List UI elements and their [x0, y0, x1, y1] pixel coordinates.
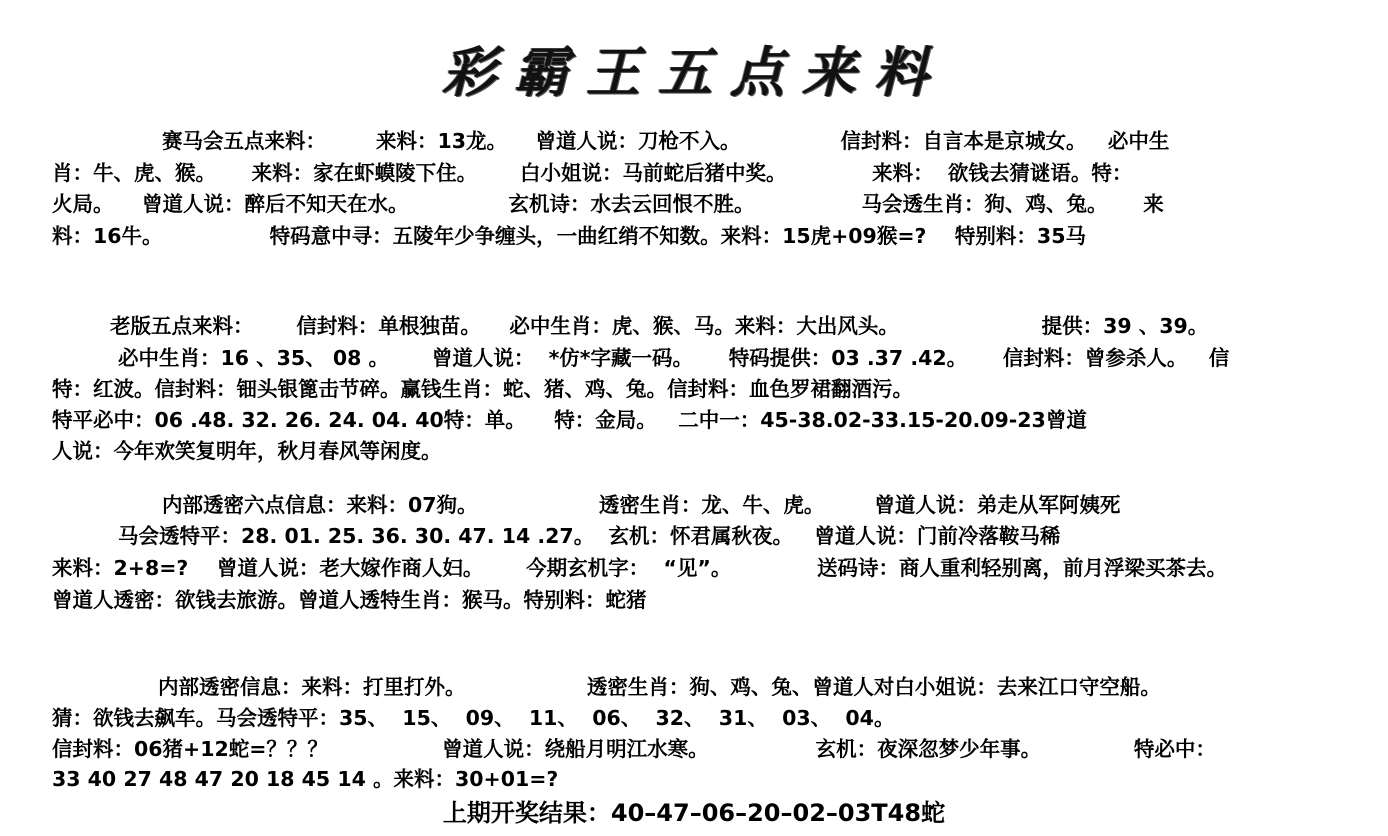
section1-line2: 肖：牛、虎、猴。 来料：家在虾蟆陵下住。 白小姐说：马前蛇后猪中奖。 来料： 欲钱去猜谜语。特：	[52, 161, 1133, 185]
section3-line1: 内部透密六点信息：来料：07狗。 透密生肖：龙、牛、虎。 曾道人说：弟走从军阿姨死	[162, 493, 1121, 517]
section1-line1: 赛马会五点来料： 来料：13龙。 曾道人说：刀枪不入。 信封料：自言本是京城女。 必中生	[162, 129, 1170, 153]
section2-line4: 特平必中：06 .48. 32. 26. 24. 04. 40特：单。 特：金局。 二中一：45-38.02-33.15-20.09-23曾道	[52, 408, 1087, 432]
section2-line2: 必中生肖：16 、35、 08 。 曾道人说： *仿*字藏一码。 特码提供：03 .37 .42。 信封料：曾参杀人。 信	[118, 346, 1230, 370]
section3-line2: 马会透特平：28. 01. 25. 36. 30. 47. 14 .27。 玄机：怀君属秋夜。 曾道人说：门前冷落鞍马稀	[118, 524, 1061, 548]
section2-line1: 老版五点来料： 信封料：单根独苗。 必中生肖：虎、猴、马。来料：大出风头。 提供：39 、39。	[110, 314, 1209, 338]
section4-line1: 内部透密信息：来料：打里打外。 透密生肖：狗、鸡、兔、曾道人对白小姐说：去来江口守空船。	[158, 675, 1161, 699]
section3-line4: 曾道人透密：欲钱去旅游。曾道人透特生肖：猴马。特别料：蛇猪	[52, 588, 647, 612]
section1-line3: 火局。 曾道人说：醉后不知天在水。 玄机诗：水去云回恨不胜。 马会透生肖：狗、鸡、兔。 来	[52, 192, 1164, 216]
section4-line4: 33 40 27 48 47 20 18 45 14 。来料：30+01=?	[52, 767, 559, 791]
section4-line3: 信封料：06猪+12蛇=？？？ 曾道人说：绕船月明江水寒。 玄机：夜深忽梦少年事。 特必中：	[52, 737, 1216, 761]
last-draw-result: 上期开奖结果：40–47–06–20–02–03T48蛇	[442, 799, 946, 827]
section4-line2: 猜：欲钱去飙车。马会透特平：35、 15、 09、 11、 06、 32、 31、 03、 04。	[52, 706, 895, 730]
section2-line5: 人说：今年欢笑复明年，秋月春风等闲度。	[52, 439, 442, 463]
section2-line3: 特：红波。信封料：钿头银篦击节碎。赢钱生肖：蛇、猪、鸡、兔。信封料：血色罗裙翻酒污。	[52, 377, 913, 401]
section3-line3: 来料：2+8=? 曾道人说：老大嫁作商人妇。 今期玄机字： “见”。 送码诗：商人重利轻别离，前月浮梁买茶去。	[52, 556, 1228, 580]
page-title: 彩霸王五点来料	[442, 40, 946, 104]
section1-line4: 料：16牛。 特码意中寻：五陵年少争缠头，一曲红绡不知数。来料：15虎+09猴=? 特别料：35马	[52, 224, 1086, 248]
